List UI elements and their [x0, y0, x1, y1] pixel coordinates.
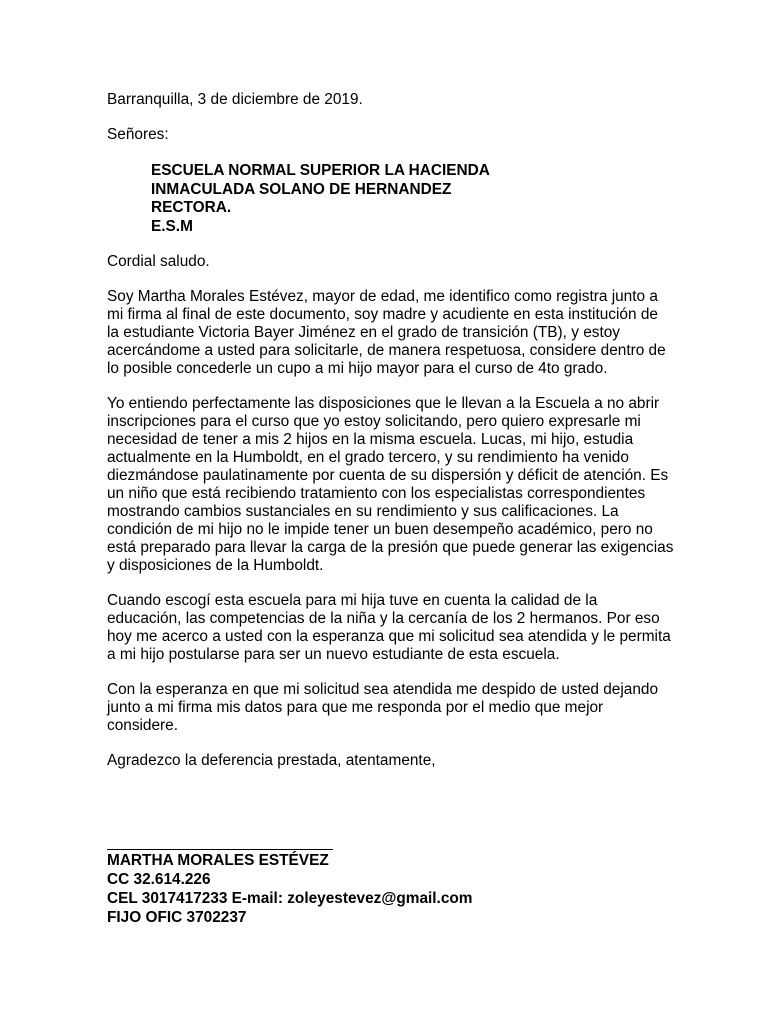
paragraph-line: a mi hijo postularse para ser un nuevo estudiante de esta escuela.	[107, 646, 560, 663]
recipient-line: E.S.M	[151, 217, 193, 235]
paragraph-line: educación, las competencias de la niña y la cercanía de los 2 hermanos. Por eso	[107, 610, 660, 627]
addressee-greeting-text: Señores:	[107, 126, 169, 143]
paragraph-line: necesidad de tener a mis 2 hijos en la misma escuela. Lucas, mi hijo, estudia	[107, 431, 634, 448]
paragraph-line: Con la esperanza en que mi solicitud sea atendida me despido de usted dejando	[107, 681, 659, 698]
date-text: Barranquilla, 3 de diciembre de 2019.	[107, 91, 363, 108]
paragraph-line: mostrando cambios sustanciales en su rendimiento y sus calificaciones. La	[107, 503, 619, 520]
paragraph-line: mi firma al final de este documento, soy madre y acudiente en esta institución de	[107, 306, 658, 323]
closing	[107, 752, 677, 770]
closing-text: Agradezco la deferencia prestada, atentamente,	[107, 752, 436, 769]
paragraph-line: actualmente en la Humboldt, en el grado tercero, y su rendimiento ha venido	[107, 449, 629, 466]
recipient-line: INMACULADA SOLANO DE HERNANDEZ	[151, 180, 452, 198]
body-paragraph-3	[107, 592, 677, 664]
recipient-line: RECTORA.	[151, 199, 232, 216]
paragraph-line: considere.	[107, 717, 179, 734]
salutation-text: Cordial saludo.	[107, 253, 210, 270]
paragraph-line: junto a mi firma mis datos para que me responda por el medio que mejor	[107, 699, 604, 716]
recipient-line: ESCUELA NORMAL SUPERIOR LA HACIENDA	[151, 162, 490, 179]
letter-date	[107, 91, 677, 109]
salutation	[107, 253, 677, 271]
paragraph-line: acercándome a usted para solicitarle, de manera respetuosa, considere dentro de	[107, 342, 666, 359]
paragraph-line: y disposiciones de la Humboldt.	[107, 557, 324, 574]
addressee-greeting	[107, 126, 677, 144]
paragraph-line: hoy me acerco a usted con la esperanza que mi solicitud sea atendida y le permita	[107, 628, 671, 645]
signature-block	[107, 851, 677, 927]
paragraph-line: diezmándose paulatinamente por cuenta de su dispersión y déficit de atención. Es	[107, 467, 669, 484]
signer-id: CC 32.614.226	[107, 871, 211, 888]
signer-office-phone: FIJO OFIC 3702237	[107, 909, 247, 926]
letter-page	[107, 91, 677, 927]
paragraph-line: lo posible concederle un cupo a mi hijo mayor para el curso de 4to grado.	[107, 360, 608, 377]
paragraph-line: condición de mi hijo no le impide tener un buen desempeño académico, pero no	[107, 521, 653, 538]
body-paragraph-1	[107, 288, 677, 378]
recipient-block	[107, 162, 677, 236]
paragraph-line: inscripciones para el curso que yo estoy solicitando, pero quiero expresarle mi	[107, 413, 641, 430]
body-paragraph-4	[107, 681, 677, 735]
body-paragraph-2	[107, 395, 677, 575]
paragraph-line: Cuando escogí esta escuela para mi hija tuve en cuenta la calidad de la	[107, 592, 598, 609]
signature-line	[107, 849, 333, 850]
signer-contact: CEL 3017417233 E-mail: zoleyestevez@gmail.com	[107, 890, 473, 907]
paragraph-line: un niño que está recibiendo tratamiento con los especialistas correspondientes	[107, 485, 646, 502]
paragraph-line: está preparado para llevar la carga de la presión que puede generar las exigencias	[107, 539, 674, 556]
paragraph-line: Yo entiendo perfectamente las disposiciones que le llevan a la Escuela a no abrir	[107, 395, 660, 412]
paragraph-line: Soy Martha Morales Estévez, mayor de edad, me identifico como registra junto a	[107, 288, 658, 305]
paragraph-line: la estudiante Victoria Bayer Jiménez en el grado de transición (TB), y estoy	[107, 324, 620, 341]
signer-name: MARTHA MORALES ESTÉVEZ	[107, 852, 329, 869]
